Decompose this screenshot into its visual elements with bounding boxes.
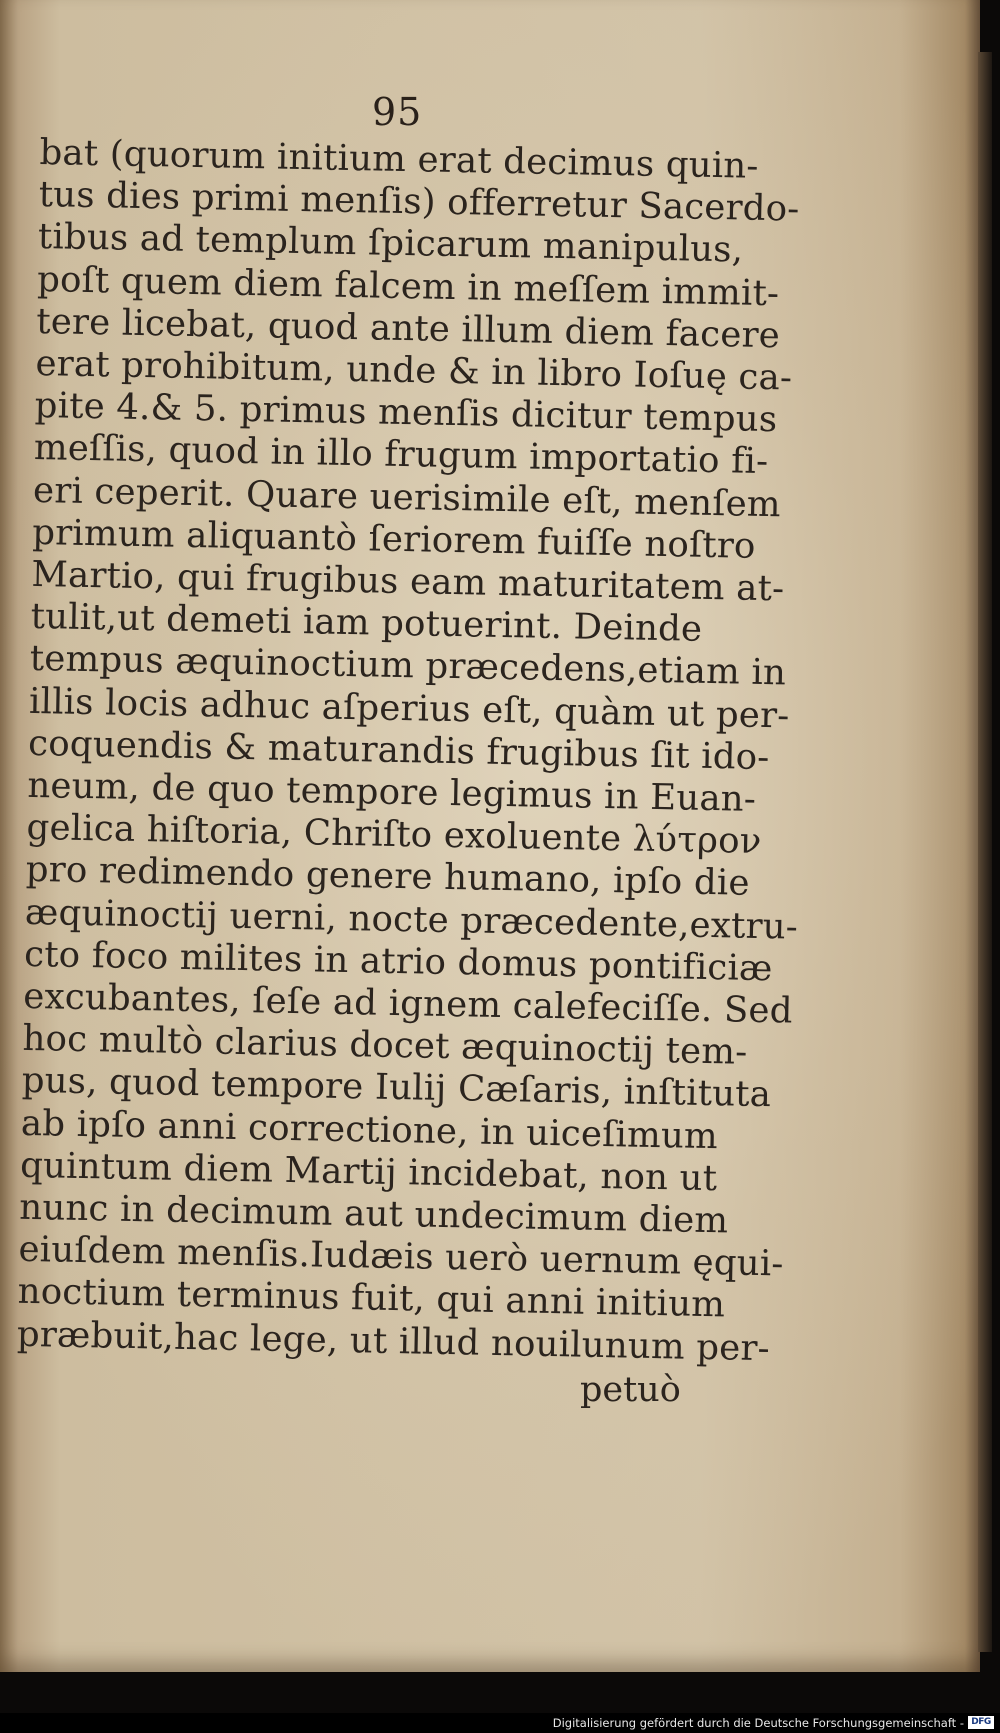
text-line: quintum diem Martij incidebat, non ut	[19, 1144, 718, 1200]
text-line: Martio, qui frugibus eam maturitatem at-	[31, 553, 785, 610]
dfg-logo: DFG	[968, 1716, 994, 1729]
text-line: meſſis, quod in illo frugum importatio fi-	[33, 427, 769, 483]
text-line: hoc multò clarius docet æquinoctij tem-	[22, 1018, 748, 1074]
text-line: noctium terminus fuit, qui anni initium	[17, 1271, 726, 1326]
text-line: gelica hiſtoria, Chriſto exoluente λύτρον	[26, 807, 762, 863]
text-line: cto foco milites in atrio domus pontificiæ	[23, 933, 773, 990]
body-text	[16, 132, 800, 1369]
text-line: tibus ad templum ſpicarum manipulus,	[37, 216, 744, 271]
text-line: tempus æquinoctium præcedens,etiam in	[29, 638, 787, 694]
text-line: tulit,ut demeti iam potuerint. Deinde	[30, 596, 703, 651]
text-line: nunc in decimum aut undecimum diem	[18, 1186, 729, 1242]
text-line: pus, quod tempore Iulij Cæſaris, inſtituta	[21, 1060, 772, 1116]
text-line: æquinoctij uerni, nocte præcedente,extru-	[24, 891, 799, 948]
text-line: illis locis adhuc aſperius eſt, quàm ut per-	[28, 680, 790, 737]
text-line: primum aliquantò ſeriorem fuiſſe noſtro	[31, 511, 756, 567]
text-line: poſt quem diem falcem in meſſem immit-	[36, 258, 780, 314]
text-line: excubantes, ſeſe ad ignem calefeciſſe. Sed	[23, 975, 794, 1032]
page-edge	[978, 52, 992, 1652]
text-line: bat (quorum initium erat decimus quin-	[39, 132, 760, 187]
text-line: eiuſdem menſis.Iudæis uerò uernum ęqui-	[18, 1229, 784, 1285]
text-line: neum, de quo tempore legimus in Euan-	[27, 764, 757, 820]
footer-credit: Digitalisierung gefördert durch die Deutsche Forschungsgemeinschaft -	[552, 1716, 964, 1730]
text-line: præbuit,hac lege, ut illud nouilunum per-	[16, 1313, 771, 1369]
text-line: tus dies primi menſis) offerretur Sacerdo-	[38, 174, 800, 230]
text-line: coquendis & maturandis frugibus ſit ido-	[27, 722, 770, 778]
text-line: pite 4.& 5. primus menſis dicitur tempus	[34, 385, 778, 441]
text-line: erat prohibitum, unde & in libro Ioſuę ca-	[35, 342, 793, 399]
text-line: tere licebat, quod ante illum diem facere	[35, 300, 781, 357]
text-line: eri ceperit. Quare uerisimile eſt, menſem	[32, 469, 782, 525]
text-line: ab ipſo anni correctione, in uiceſimum	[20, 1102, 719, 1157]
catchword: petuò	[580, 1370, 681, 1410]
text-line: pro redimendo genere humano, ipſo die	[25, 849, 751, 905]
page-number: 95	[372, 90, 423, 134]
